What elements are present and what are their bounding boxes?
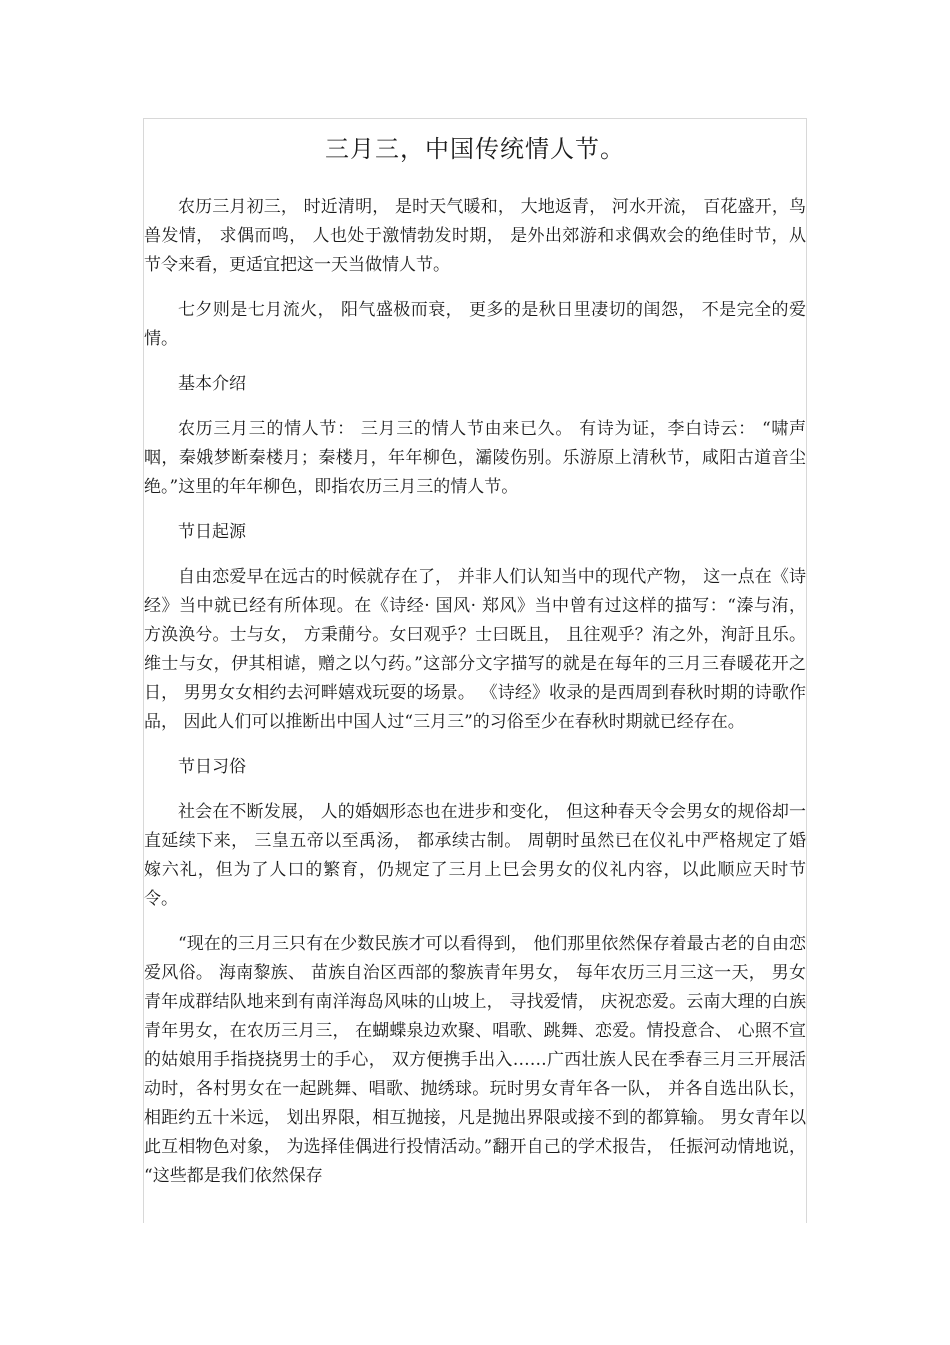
document-body xyxy=(144,193,806,1191)
paragraph: 社会在不断发展， 人的婚姻形态也在进步和变化， 但这种春天令会男女的规俗却一直延续下来， 三皇五帝以至禹汤， 都承续古制。 周朝时虽然已在仪礼中严格规定了婚嫁六礼，但为了人口的繁育，仍规定了三月上巳会男女的仪礼内容，以此顺应天时节令。 xyxy=(144,802,806,909)
section-heading: 节日习俗 xyxy=(178,757,246,777)
paragraph: “现在的三月三只有在少数民族才可以看得到， 他们那里依然保存着最古老的自由恋爱风俗。 海南黎族、 苗族自治区西部的黎族青年男女， 每年农历三月三这一天， 男女青年成群结队地来到有南洋海岛风味的山坡上， 寻找爱情， 庆祝恋爱。云南大理的白族青年男女，在农历三月三， 在蝴蝶泉边欢聚、唱歌、跳舞、恋爱。情投意合、 心照不宣的姑娘用手指挠挠男士的手心， 双方便携手出入……广西壮族人民在季春三月三开展活动时，各村男女在一起跳舞、唱歌、抛绣球。玩时男女青年各一队， 并各自选出队长， 相距约五十米远， 划出界限，相互抛接，凡是抛出界限或接不到的都算输。 男女青年以此互相物色对象， 为选择佳偶进行投情活动。”翻开自己的学术报告， 任振河动情地说， “这些都是我们依然保存 xyxy=(144,934,806,1186)
document-page xyxy=(143,118,807,1223)
section-heading: 基本介绍 xyxy=(178,374,246,394)
section-heading: 节日起源 xyxy=(178,522,246,542)
page-title: 三月三，中国传统情人节。 xyxy=(325,135,625,163)
paragraph: 农历三月三的情人节： 三月三的情人节由来已久。 有诗为证，李白诗云： “啸声咽，秦娥梦断秦楼月；秦楼月，年年柳色，灞陵伤别。乐游原上清秋节，咸阳古道音尘绝。”这里的年年柳色，即指农历三月三的情人节。 xyxy=(144,419,806,497)
paragraph: 农历三月初三， 时近清明， 是时天气暖和， 大地返青， 河水开流， 百花盛开，鸟兽发情， 求偶而鸣， 人也处于激情勃发时期， 是外出郊游和求偶欢会的绝佳时节，从节令来看，更适宜把这一天当做情人节。 xyxy=(144,197,806,275)
paragraph: 自由恋爱早在远古的时候就存在了， 并非人们认知当中的现代产物， 这一点在《诗经》当中就已经有所体现。在《诗经· 国风· 郑风》当中曾有过这样的描写：“溱与洧， 方涣涣兮。士与女， 方秉蕑兮。女曰观乎？士曰既且， 且往观乎？洧之外，洵訏且乐。维士与女，伊其相谑，赠之以勺药。”这部分文字描写的就是在每年的三月三春暖花开之日， 男男女女相约去河畔嬉戏玩耍的场景。 《诗经》收录的是西周到春秋时期的诗歌作品， 因此人们可以推断出中国人过“三月三”的习俗至少在春秋时期就已经存在。 xyxy=(144,567,806,732)
paragraph: 七夕则是七月流火， 阳气盛极而衰， 更多的是秋日里凄切的闺怨， 不是完全的爱情。 xyxy=(144,300,806,349)
